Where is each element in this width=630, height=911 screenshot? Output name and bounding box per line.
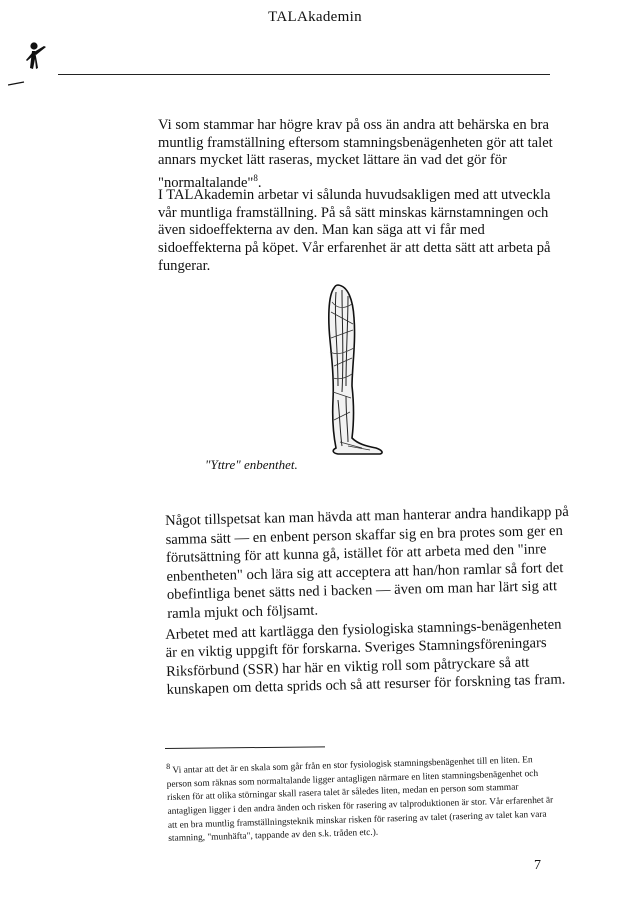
page-number: 7 [534, 858, 541, 873]
footnote-text: Vi antar att det är en skala som går från en stor fysiologisk stamningsbenägenhet till en liten. En person som räknas som normaltalande ligger antagligen närmare en liten stamningsbenägenhet och risken för att olika störningar skall rasera talet är således liten, medan en person som stammar antagligen ligger i den andra änden och risken för rasering av talproduktionen är stor. Vår erfarenhet är att en bra muntlig framställningsteknik minskar risken för rasering av talet (rasering av talet kan vara stamning, "munhäfta", tappande av den s.k. tråden etc.). [166, 755, 554, 845]
footnote-divider [165, 746, 325, 749]
header-divider [58, 74, 550, 75]
paragraph-3: Något tillspetsat kan man hävda att man hanterar andra handikapp på samma sätt — en enbent person skaffar sig en bra protes som ger en förutsättning för att kunna gå, istället för att arbeta med den "inre enbentheten" och lära sig att acceptera att han/hon ramlar så fort det obefintliga benet sätts ned i backen — även om man har lärt sig att ramla mjukt och följsamt. [165, 503, 569, 622]
paragraph-2: I TALAkademin arbetar vi sålunda huvudsakligen med att utveckla vår muntliga framställning. På så sätt minskas kärnstamningen och även sidoeffekterna av den. Man kan säga att vi får med sidoeffekterna på köpet. Vår erfarenhet är att detta sätt att arbeta på fungerar. [158, 187, 551, 274]
paragraph-4: Arbetet med att kartlägga den fysiologiska stamnings-benägenheten är en viktig uppgift för forskarna. Sveriges Stamningsföreningars Riksförbund (SSR) har här en viktig roll som påtryckare så att kunskapen om detta sprids och så att resurser för forskning tas fram. [165, 616, 566, 699]
figure-caption: "Yttre" enbenthet. [205, 457, 298, 472]
footnote-number: 8 [166, 761, 171, 771]
pointing-figure-icon [8, 38, 60, 98]
footnote [166, 748, 558, 846]
leg-anatomy-icon [318, 282, 390, 460]
footnote-ref: 8 [253, 173, 258, 184]
paragraph-1: Vi som stammar har högre krav på oss än andra att behärska en bra muntlig framställning eftersom stamningsbenägenheten gör att talet annars mycket lätt raseras, mycket lättare än vad det gör för "normaltalande"$^8$. [158, 117, 553, 191]
page-header-title: TALAkademin [268, 9, 362, 25]
